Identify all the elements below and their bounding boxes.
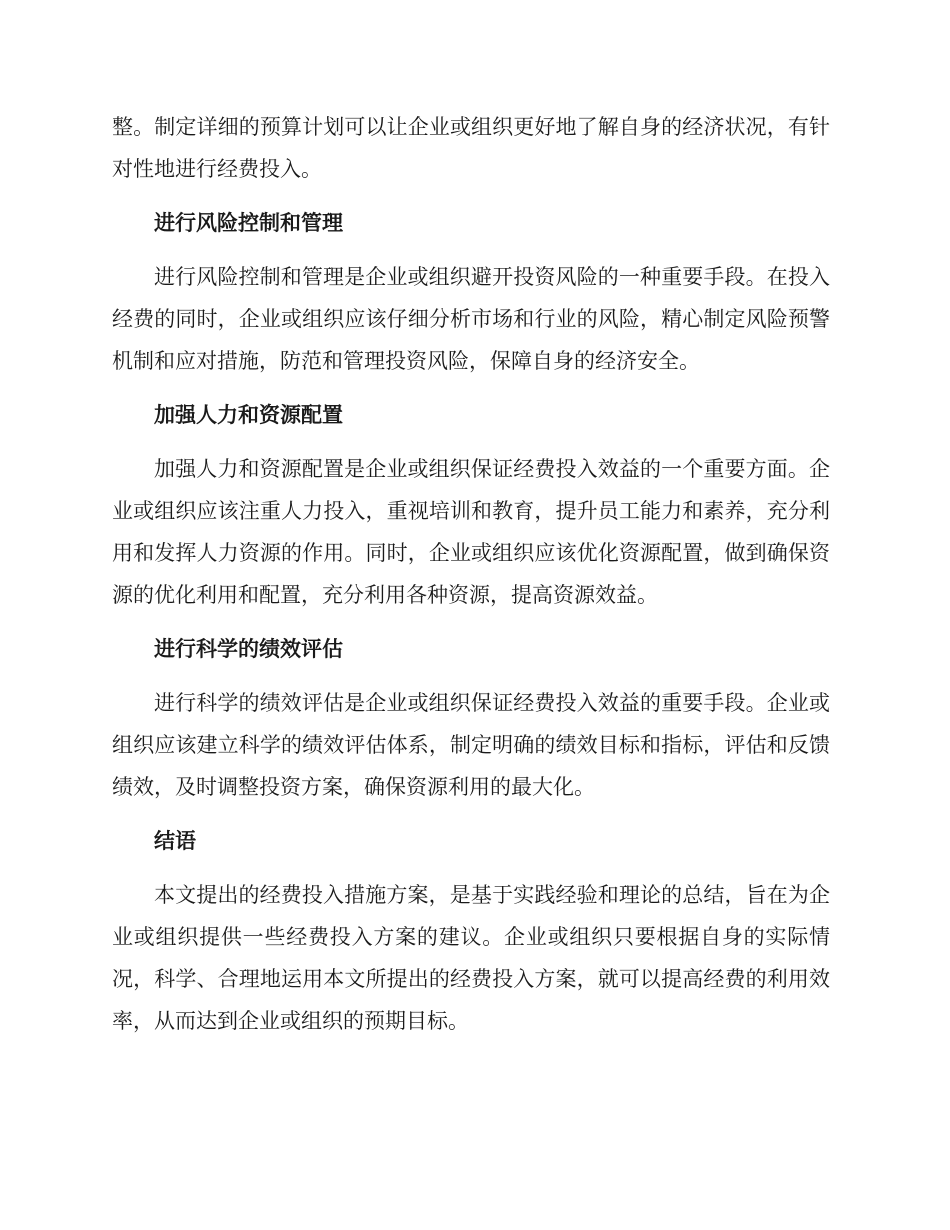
section-heading-resource-allocation: 加强人力和资源配置 (154, 403, 343, 427)
document-body (112, 106, 830, 1042)
section-body-resource-allocation: 加强人力和资源配置是企业或组织保证经费投入效益的一个重要方面。企业或组织应该注重人力投入，重视培训和教育，提升员工能力和素养，充分利用和发挥人力资源的作用。同时，企业或组织应该优化资源配置，做到确保资源的优化利用和配置，充分利用各种资源，提高资源效益。 (112, 457, 830, 607)
section-heading-risk-control: 进行风险控制和管理 (154, 211, 343, 235)
section-heading-conclusion: 结语 (154, 829, 196, 853)
section-body-conclusion: 本文提出的经费投入措施方案，是基于实践经验和理论的总结，旨在为企业或组织提供一些经费投入方案的建议。企业或组织只要根据自身的实际情况，科学、合理地运用本文所提出的经费投入方案，就可以提高经费的利用效率，从而达到企业或组织的预期目标。 (112, 883, 830, 1033)
section-heading-performance-evaluation: 进行科学的绩效评估 (154, 637, 343, 661)
section-body-performance-evaluation: 进行科学的绩效评估是企业或组织保证经费投入效益的重要手段。企业或组织应该建立科学的绩效评估体系，制定明确的绩效目标和指标，评估和反馈绩效，及时调整投资方案，确保资源利用的最大化。 (112, 691, 830, 799)
section-body-risk-control: 进行风险控制和管理是企业或组织避开投资风险的一种重要手段。在投入经费的同时，企业或组织应该仔细分析市场和行业的风险，精心制定风险预警机制和应对措施，防范和管理投资风险，保障自身的经济安全。 (112, 265, 830, 373)
intro-continuation-paragraph: 整。制定详细的预算计划可以让企业或组织更好地了解自身的经济状况，有针对性地进行经费投入。 (112, 115, 830, 181)
